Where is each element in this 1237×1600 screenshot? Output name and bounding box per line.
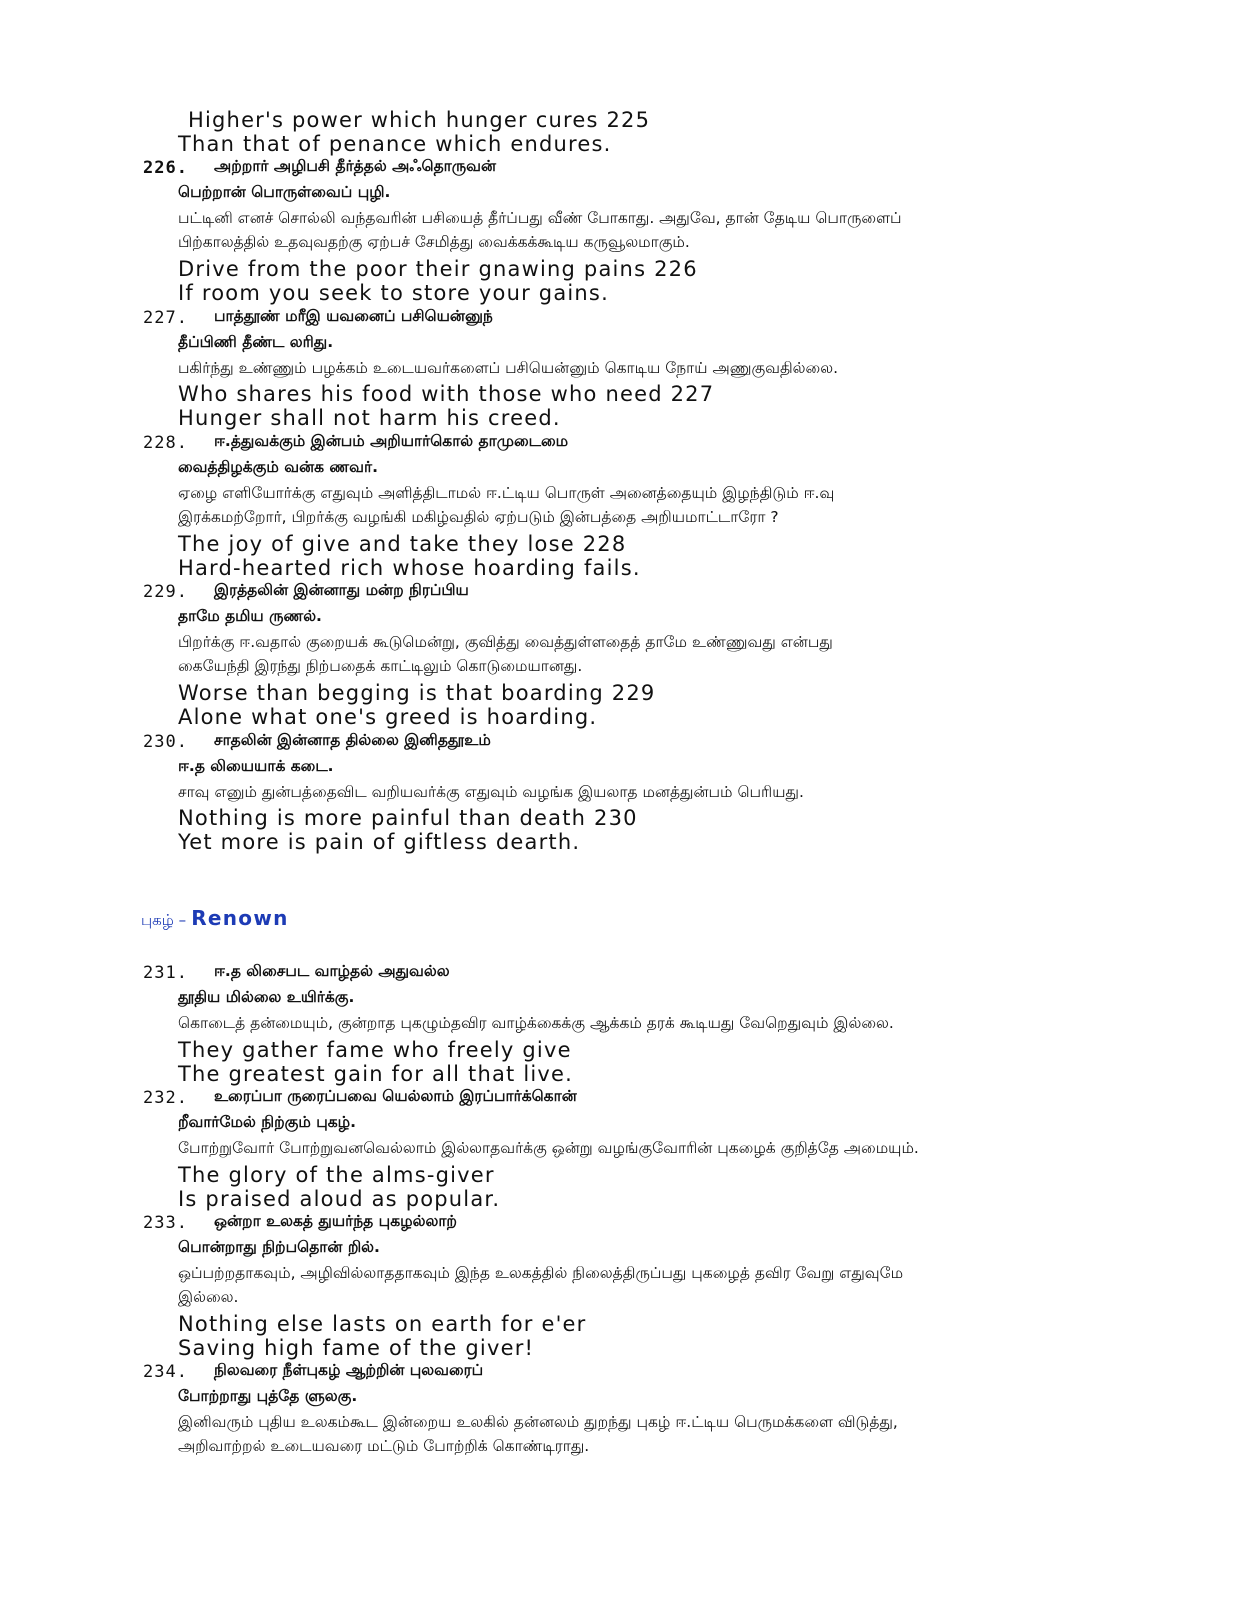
translation-line: Who shares his food with those who need 227 <box>178 382 715 406</box>
translation-line: Hard-hearted rich whose hoarding fails. <box>178 556 641 580</box>
kural-line: றீவார்மேல் நிற்கும் புகழ். <box>178 1113 357 1131</box>
translation-line: Than that of penance which endures. <box>178 132 612 156</box>
kural-line: போற்றாது புத்தே ளுலகு. <box>178 1387 358 1405</box>
kural-line: நிலவரை நீள்புகழ் ஆற்றின் புலவரைப் <box>214 1361 484 1379</box>
translation-line: The glory of the alms-giver <box>178 1163 495 1187</box>
translation-line: If room you seek to store your gains. <box>178 281 609 305</box>
kural-number: 227. <box>143 308 188 328</box>
kural-number: 232. <box>143 1088 188 1108</box>
translation-line: The joy of give and take they lose 228 <box>178 532 627 556</box>
translation-line: Drive from the poor their gnawing pains 226 <box>178 257 698 281</box>
translation-line: Saving high fame of the giver! <box>178 1336 535 1360</box>
kural-line: இரத்தலின் இன்னாது மன்ற நிரப்பிய <box>214 581 469 599</box>
kural-line: அற்றார் அழிபசி தீர்த்தல் அஃதொருவன் <box>214 157 496 175</box>
kural-number: 230. <box>143 732 188 752</box>
translation-line: Hunger shall not harm his creed. <box>178 406 561 430</box>
kural-explanation: ஏழை எளியோர்க்கு எதுவும் அளித்திடாமல் ஈ.ட்டிய பொருள் அனைத்தையும் இழந்திடும் ஈ.வு <box>178 484 835 502</box>
kural-explanation: போற்றுவோர் போற்றுவனவெல்லாம் இல்லாதவர்க்கு ஒன்று வழங்குவோரின் புகழைக் குறித்தே அமையும். <box>178 1139 919 1157</box>
kural-line: உரைப்பா ருரைப்பவை யெல்லாம் இரப்பார்க்கொன் <box>214 1087 577 1105</box>
section-heading <box>141 906 289 931</box>
kural-explanation: பட்டினி எனச் சொல்லி வந்தவரின் பசியைத் தீர்ப்பது வீண் போகாது. அதுவே, தான் தேடிய பொருளைப் <box>178 209 902 227</box>
translation-line: Worse than begging is that boarding 229 <box>178 681 656 705</box>
section-heading-tamil: புகழ் – <box>141 911 187 929</box>
kural-line: தூதிய மில்லை உயிர்க்கு. <box>178 988 355 1006</box>
kural-line: ஈ.த லிசைபட வாழ்தல் அதுவல்ல <box>214 962 450 980</box>
translation-line: Nothing is more painful than death 230 <box>178 806 638 830</box>
kural-explanation: இனிவரும் புதிய உலகம்கூட இன்றைய உலகில் தன்னலம் துறந்து புகழ் ஈ.ட்டிய பெருமக்களை விடுத்து, <box>178 1413 898 1431</box>
kural-number: 228. <box>143 433 188 453</box>
translation-line: Yet more is pain of giftless dearth. <box>178 830 581 854</box>
kural-number: 234. <box>143 1362 188 1382</box>
kural-explanation: பிற்காலத்தில் உதவுவதற்கு ஏற்பச் சேமித்து வைக்கக்கூடிய கருவூலமாகும். <box>178 233 690 251</box>
kural-line: பாத்தூண் மரீஇ யவனைப் பசியென்னுந் <box>214 307 493 325</box>
kural-explanation: கையேந்தி இரந்து நிற்பதைக் காட்டிலும் கொடுமையானது. <box>178 657 583 675</box>
kural-line: தீப்பிணி தீண்ட லரிது. <box>178 333 334 351</box>
kural-line: சாதலின் இன்னாத தில்லை இனிததூஉம் <box>214 731 491 749</box>
kural-line: பொன்றாது நிற்பதொன் றில். <box>178 1238 380 1256</box>
kural-number: 229. <box>143 582 188 602</box>
translation-line: The greatest gain for all that live. <box>178 1062 574 1086</box>
kural-line: ஈ.த்துவக்கும் இன்பம் அறியார்கொல் தாமுடைமை <box>214 432 569 450</box>
kural-explanation: பகிர்ந்து உண்ணும் பழக்கம் உடையவர்களைப் பசியென்னும் கொடிய நோய் அணுகுவதில்லை. <box>178 359 838 377</box>
kural-number: 231. <box>143 963 188 983</box>
kural-number: 233. <box>143 1213 188 1233</box>
kural-line: பெற்றான் பொருள்வைப் புழி. <box>178 183 391 201</box>
section-heading-english: Renown <box>191 906 289 930</box>
kural-explanation: இரக்கமற்றோர், பிறர்க்கு வழங்கி மகிழ்வதில் ஏற்படும் இன்பத்தை அறியமாட்டாரோ ? <box>178 508 779 526</box>
kural-explanation: பிறர்க்கு ஈ.வதால் குறையக் கூடுமென்று, குவித்து வைத்துள்ளதைத் தாமே உண்ணுவது என்பது <box>178 633 833 651</box>
translation-line: Alone what one's greed is hoarding. <box>178 705 598 729</box>
translation-line: Is praised aloud as popular. <box>178 1187 501 1211</box>
kural-explanation: சாவு எனும் துன்பத்தைவிட வறியவர்க்கு எதுவும் வழங்க இயலாத மனத்துன்பம் பெரியது. <box>178 783 804 801</box>
translation-line: They gather fame who freely give <box>178 1038 572 1062</box>
kural-explanation: இல்லை. <box>178 1288 239 1306</box>
kural-line: தாமே தமிய ருணல். <box>178 607 322 625</box>
translation-line: Higher's power which hunger cures 225 <box>188 108 651 132</box>
kural-number: 226. <box>143 158 188 178</box>
kural-line: ஈ.த லியையாக் கடை. <box>178 757 334 775</box>
kural-explanation: கொடைத் தன்மையும், குன்றாத புகழும்தவிர வாழ்க்கைக்கு ஆக்கம் தரக் கூடியது வேறெதுவும் இல்லை. <box>178 1014 894 1032</box>
translation-line: Nothing else lasts on earth for e'er <box>178 1312 587 1336</box>
kural-explanation: ஒப்பற்றதாகவும், அழிவில்லாததாகவும் இந்த உலகத்தில் நிலைத்திருப்பது புகழைத் தவிர வேறு எதுவுமே <box>178 1264 904 1282</box>
kural-line: ஒன்றா உலகத் துயர்ந்த புகழல்லாற் <box>214 1212 457 1230</box>
kural-line: வைத்திழக்கும் வன்க ணவர். <box>178 458 378 476</box>
kural-explanation: அறிவாற்றல் உடையவரை மட்டும் போற்றிக் கொண்டிராது. <box>178 1437 590 1455</box>
